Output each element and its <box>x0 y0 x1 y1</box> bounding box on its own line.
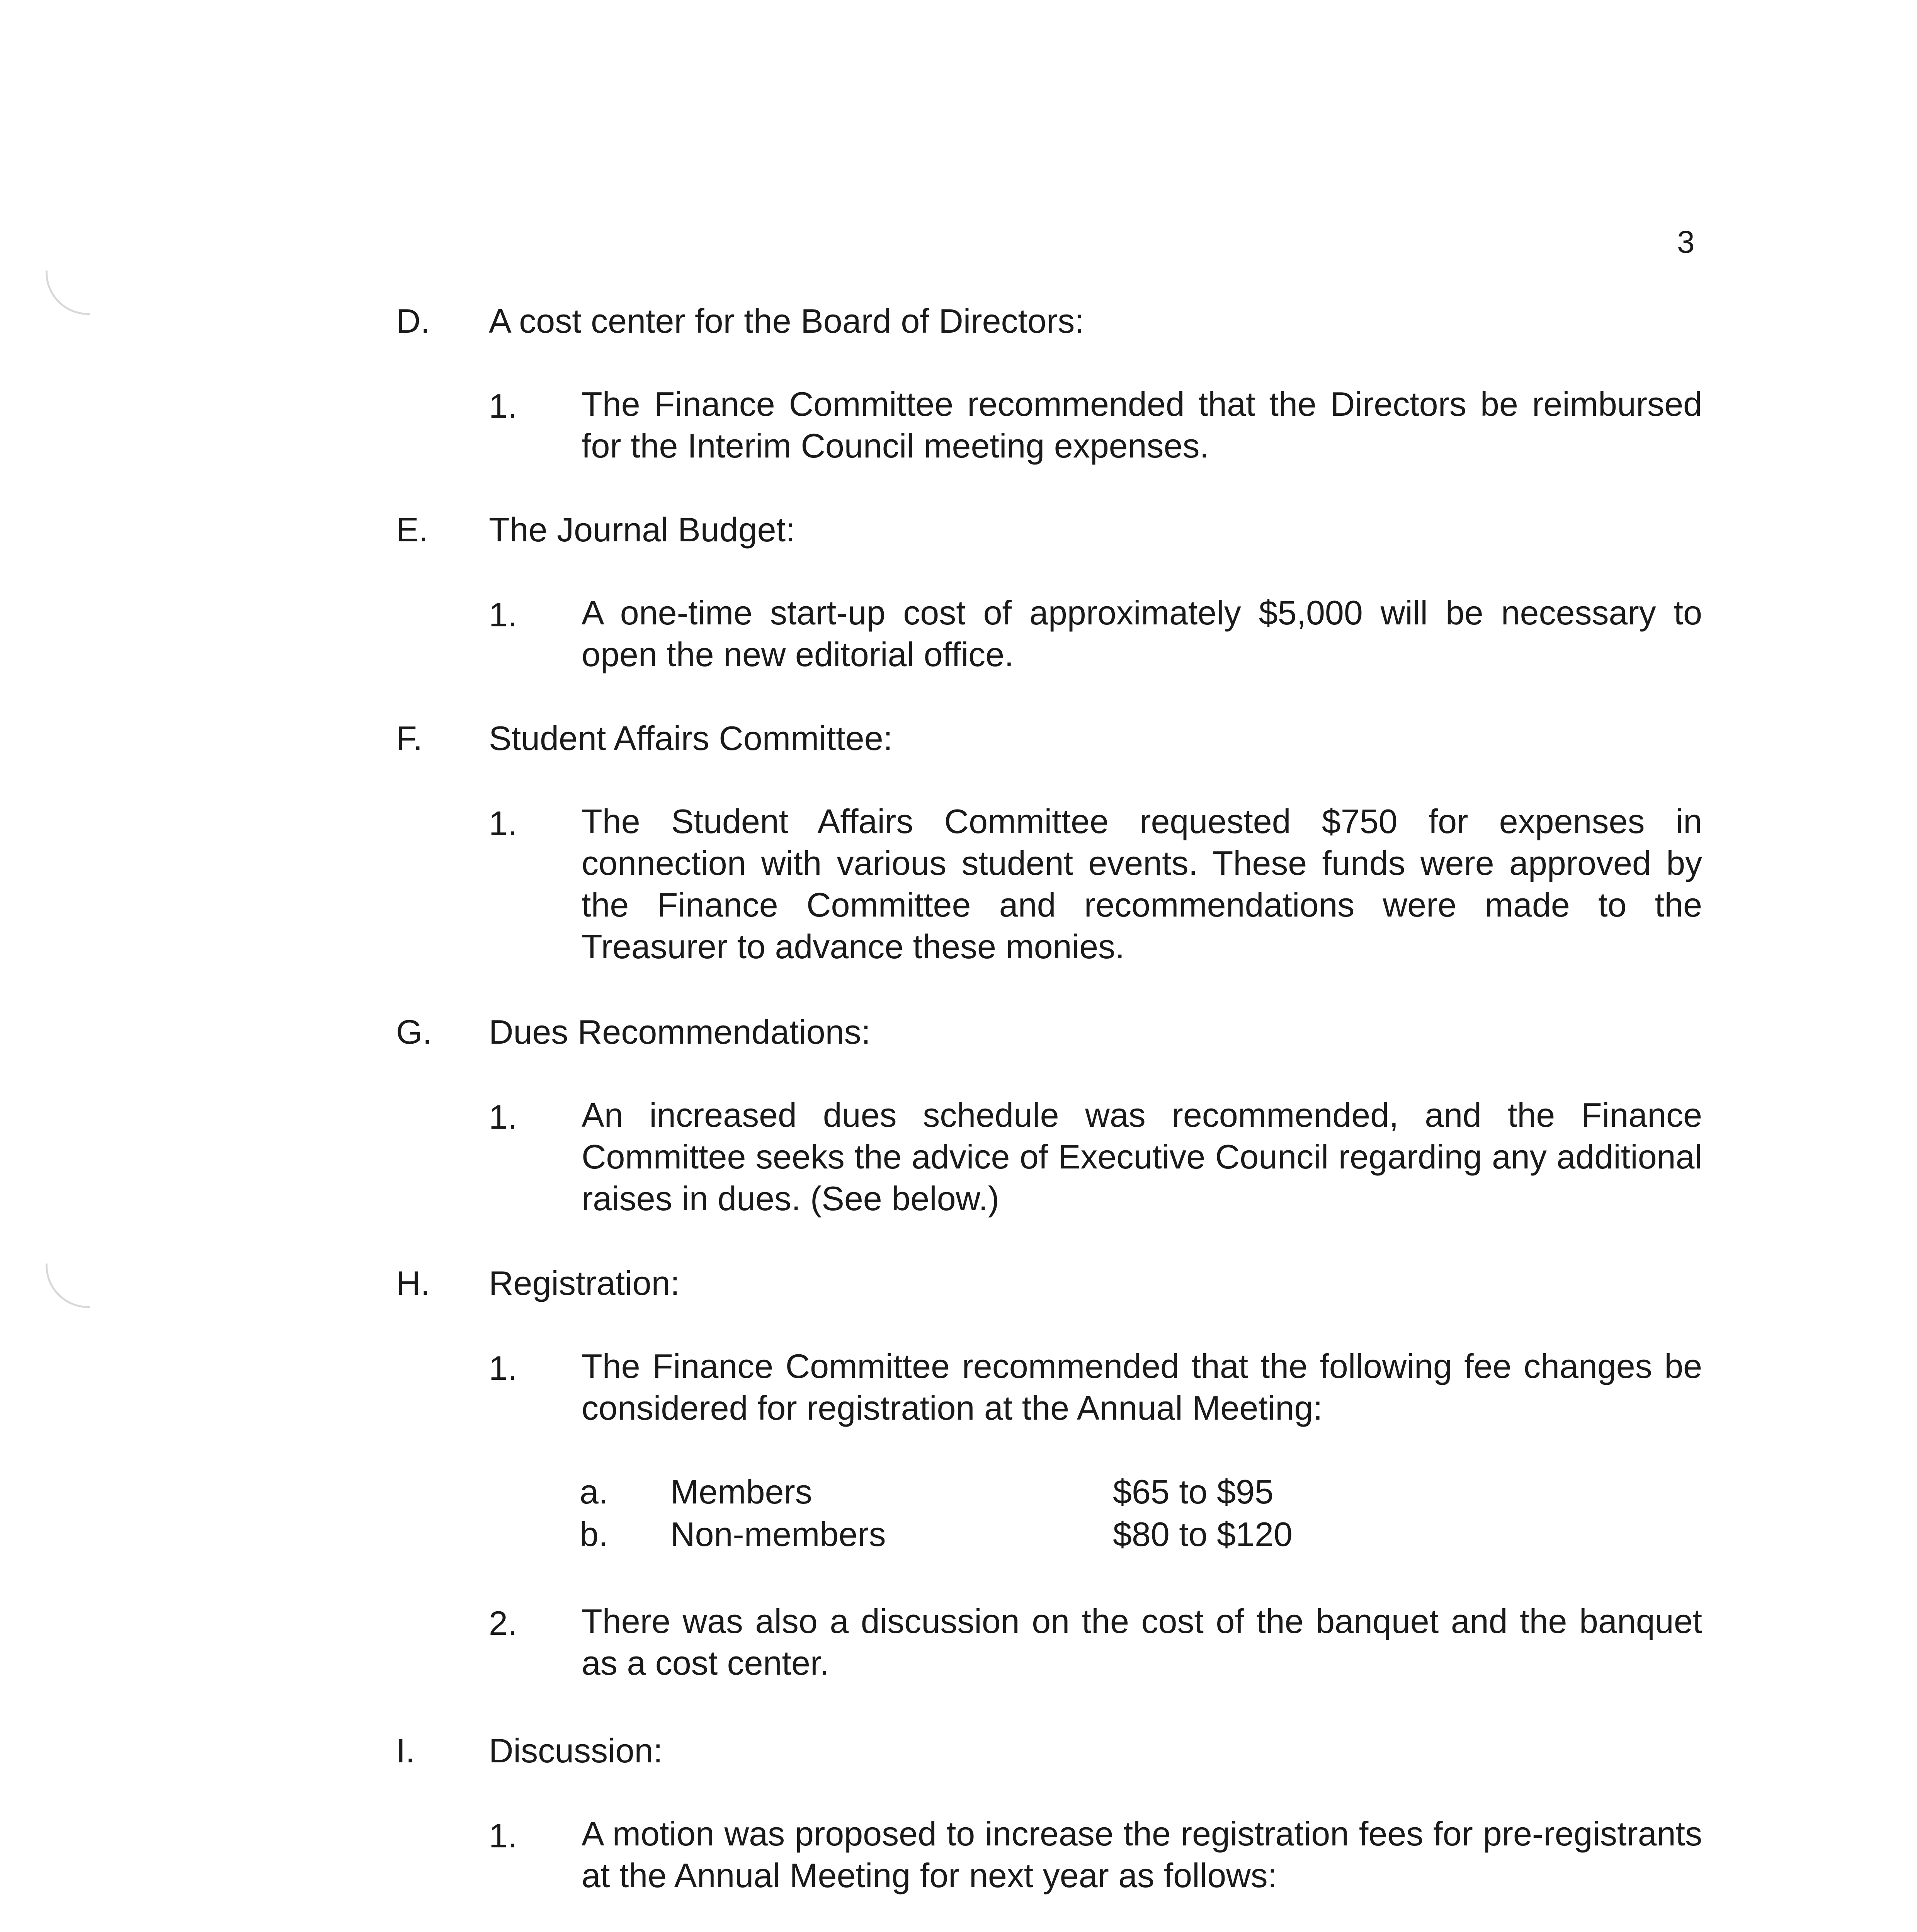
page-number: 3 <box>1677 224 1695 260</box>
section-title-g: Dues Recommendations: <box>489 1013 871 1051</box>
section-letter-h: H. <box>396 1264 430 1302</box>
section-title-e: The Journal Budget: <box>489 510 795 549</box>
section-letter-f: F. <box>396 719 423 757</box>
fee-row-value: $65 to $95 <box>1113 1473 1274 1511</box>
section-h-item-2-text: There was also a discussion on the cost of the banquet and the banquet as a cost center. <box>582 1602 1702 1682</box>
section-letter-g: G. <box>396 1013 432 1051</box>
section-letter-d: D. <box>396 302 430 340</box>
item-number: 1. <box>489 1098 517 1136</box>
section-f-item-1-text: The Student Affairs Committee requested $750 for expenses in connection with various student events. These funds were approved by the Finance Committee and recommendations were made to the Treasurer to advance these monies. <box>582 802 1702 966</box>
fee-row-value: $80 to $120 <box>1113 1515 1293 1553</box>
fee-row-letter: a. <box>580 1473 608 1511</box>
section-title-i: Discussion: <box>489 1731 663 1770</box>
fee-row-label: Members <box>670 1473 812 1511</box>
section-title-d: A cost center for the Board of Directors: <box>489 302 1084 340</box>
item-number: 1. <box>489 387 517 425</box>
punch-hole-mark <box>46 1264 90 1308</box>
punch-hole-mark <box>46 270 90 315</box>
section-title-h: Registration: <box>489 1264 680 1302</box>
section-h-item-1-text: The Finance Committee recommended that the following fee changes be considered for registration at the Annual Meeting: <box>582 1347 1702 1427</box>
section-letter-i: I. <box>396 1731 415 1770</box>
item-number: 1. <box>489 1349 517 1387</box>
section-i-item-1-text: A motion was proposed to increase the registration fees for pre-registrants at the Annual Meeting for next year as follows: <box>582 1815 1702 1895</box>
section-d-item-1-text: The Finance Committee recommended that the Directors be reimbursed for the Interim Council meeting expenses. <box>582 385 1702 465</box>
section-letter-e: E. <box>396 510 429 549</box>
item-number: 1. <box>489 595 517 634</box>
fee-row-label: Non-members <box>670 1515 886 1553</box>
section-g-item-1-text: An increased dues schedule was recommended, and the Finance Committee seeks the advice of Executive Council regarding any additional raises in dues. (See below.) <box>582 1096 1702 1218</box>
fee-row-letter: b. <box>580 1515 608 1553</box>
item-number: 2. <box>489 1604 517 1642</box>
section-e-item-1-text: A one-time start-up cost of approximately $5,000 will be necessary to open the new editorial office. <box>582 594 1702 673</box>
item-number: 1. <box>489 1816 517 1855</box>
item-number: 1. <box>489 804 517 842</box>
section-title-f: Student Affairs Committee: <box>489 719 893 757</box>
